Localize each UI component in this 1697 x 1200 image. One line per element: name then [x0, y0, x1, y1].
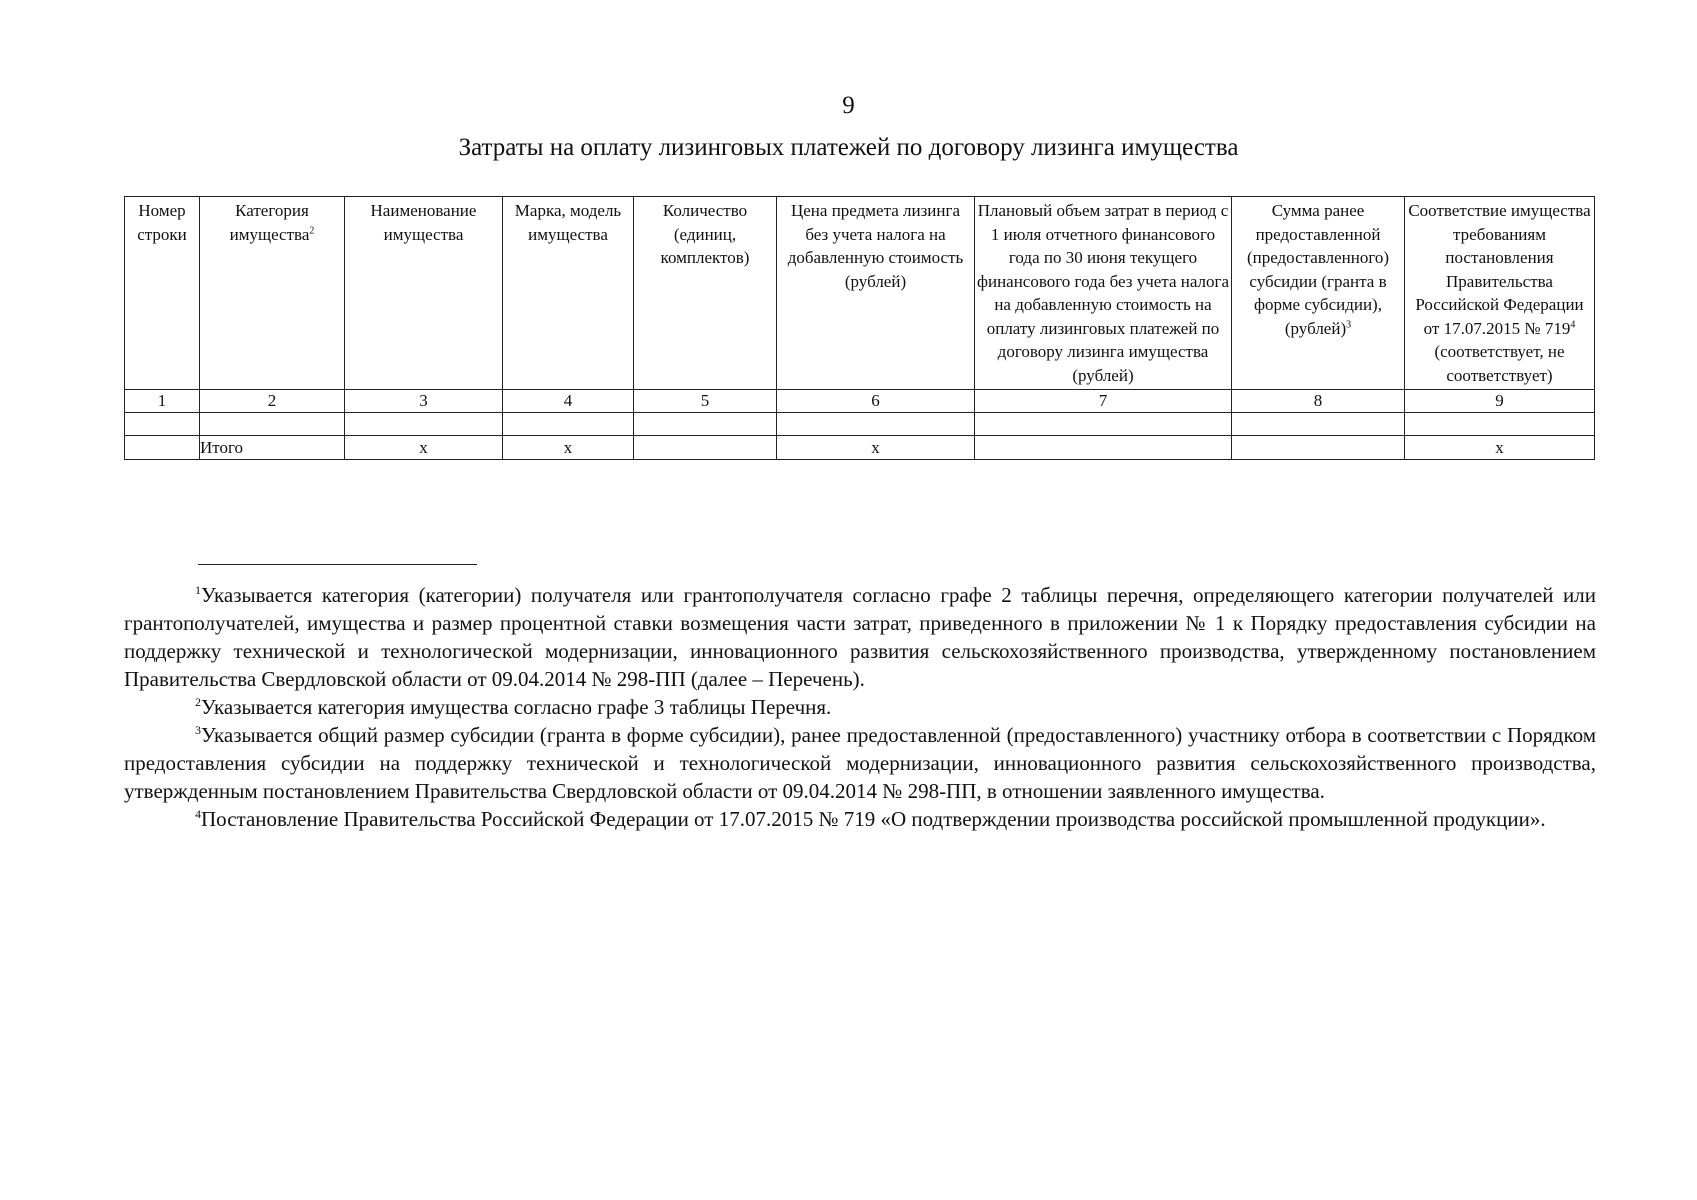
table-cell: x — [777, 436, 975, 460]
header-row — [125, 197, 1595, 390]
header-cell-previous-subsidy: Сумма ранее предоставленной (предоставленного) субсидии (гранта в форме субсидии), (рублей)$^3$ — [1232, 197, 1405, 390]
header-cell-planned-costs: Плановый объем затрат в период с 1 июля отчетного финансового года по 30 июня текущего финансового года без учета налога на добавленную стоимость на оплату лизинговых платежей по договору лизинга имущества (рублей) — [975, 197, 1232, 390]
footnote-text: Постановление Правительства Российской Федерации от 17.07.2015 № 719 «О подтверждении производства российской промышленной продукции». — [201, 807, 1546, 831]
footnotes — [124, 581, 1596, 833]
table-cell — [503, 413, 634, 436]
column-number: 6 — [777, 390, 975, 413]
header-cell-compliance: Соответствие имущества требованиям постановления Правительства Российской Федерации от 17.07.2015 № $719^4$ (соответствует, не соответствует) — [1405, 197, 1595, 390]
column-number: 5 — [634, 390, 777, 413]
page-number: 9 — [842, 92, 855, 119]
table-cell — [200, 413, 345, 436]
footnote-mark: 3 — [195, 723, 201, 737]
column-number: 3 — [345, 390, 503, 413]
header-cell-model: Марка, модель имущества — [503, 197, 634, 390]
table-cell — [634, 436, 777, 460]
leasing-costs-table — [124, 196, 1595, 460]
table-cell: x — [503, 436, 634, 460]
table-cell — [125, 413, 200, 436]
table-cell: x — [345, 436, 503, 460]
footnote-ref: 2 — [309, 224, 315, 236]
footnote-mark: 4 — [195, 807, 201, 821]
table-cell — [975, 436, 1232, 460]
footnote-text: Указывается общий размер субсидии (гранта в форме субсидии), ранее предоставленной (предоставленного) участнику отбора в соответствии с Порядком предоставления субсидии на поддержку технической и технологической модернизации, инновационного развития сельскохозяйственного производства, утвержденным постановлением Правительства Свердловской области от 09.04.2014 № 298-ПП, в отношении заявленного имущества. — [124, 723, 1596, 803]
table-cell — [634, 413, 777, 436]
column-number: 2 — [200, 390, 345, 413]
table-cell — [125, 436, 200, 460]
total-label: Итого — [200, 436, 345, 460]
column-number: 1 — [125, 390, 200, 413]
column-number: 9 — [1405, 390, 1595, 413]
total-row — [125, 436, 1595, 460]
table-cell — [777, 413, 975, 436]
footnote-text: Указывается категория (категории) получателя или грантополучателя согласно графе 2 таблицы перечня, определяющего категории получателей или грантополучателей, имущества и размер процентной ставки возмещения части затрат, приведенного в приложении № 1 к Порядку предоставления субсидии на поддержку технической и технологической модернизации, инновационного развития сельскохозяйственного производства, утвержденному постановлением Правительства Свердловской области от 09.04.2014 № 298-ПП (далее – Перечень). — [124, 583, 1596, 691]
header-cell-name: Наименование имущества — [345, 197, 503, 390]
header-cell-row-number: Номер строки — [125, 197, 200, 390]
footnote-text: Указывается категория имущества согласно графе 3 таблицы Перечня. — [201, 695, 832, 719]
footnote-mark: 2 — [195, 695, 201, 709]
footnote-2 — [124, 693, 1596, 721]
table-cell — [1405, 413, 1595, 436]
header-cell-category: Категория имущества$^2$ — [200, 197, 345, 390]
header-cell-price: Цена предмета лизинга без учета налога на добавленную стоимость (рублей) — [777, 197, 975, 390]
table-cell — [1232, 413, 1405, 436]
footnote-ref: 4 — [1570, 318, 1576, 330]
column-number-row — [125, 390, 1595, 413]
header-cell-quantity: Количество (единиц, комплектов) — [634, 197, 777, 390]
footnote-mark: 1 — [195, 583, 201, 597]
column-number: 4 — [503, 390, 634, 413]
document-title: Затраты на оплату лизинговых платежей по договору лизинга имущества — [458, 134, 1239, 161]
data-row-empty — [125, 413, 1595, 436]
footnote-1 — [124, 581, 1596, 693]
footnote-separator — [198, 564, 477, 565]
footnote-ref: 3 — [1346, 318, 1352, 330]
footnote-4 — [124, 805, 1596, 833]
column-number: 7 — [975, 390, 1232, 413]
footnote-3 — [124, 721, 1596, 805]
table-cell — [975, 413, 1232, 436]
table-cell — [345, 413, 503, 436]
table-cell: x — [1405, 436, 1595, 460]
column-number: 8 — [1232, 390, 1405, 413]
table-cell — [1232, 436, 1405, 460]
